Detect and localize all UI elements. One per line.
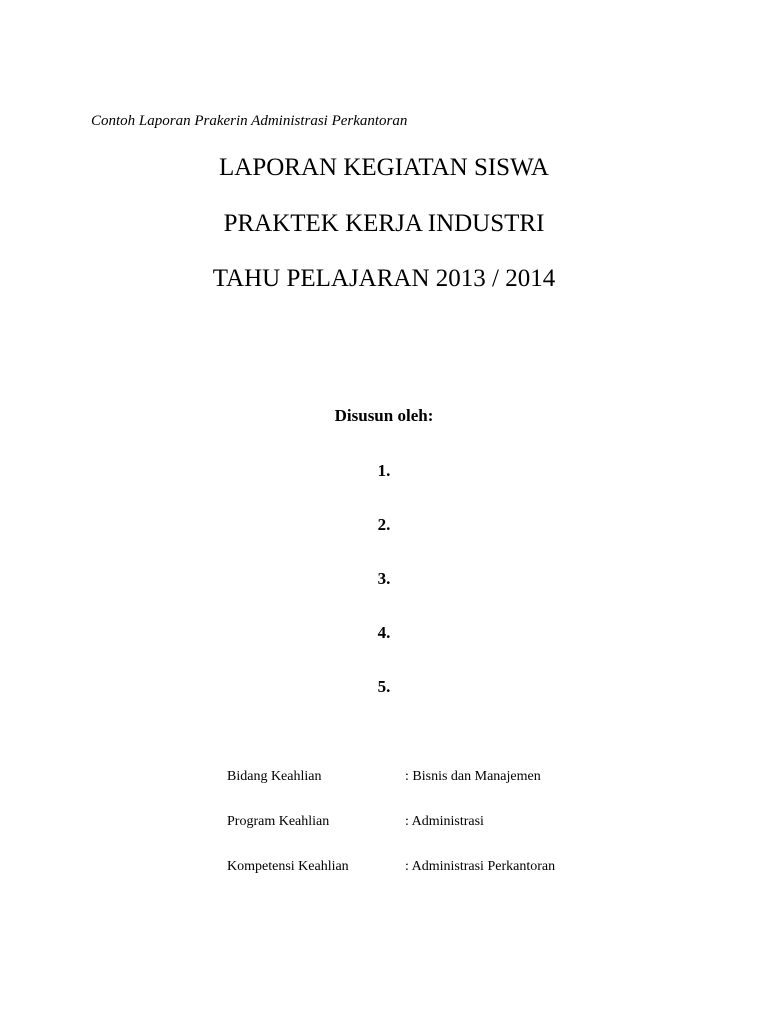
info-label: Kompetensi Keahlian <box>227 859 349 874</box>
author-heading: Disusun oleh: <box>334 406 434 425</box>
document-subtitle: Contoh Laporan Prakerin Administrasi Perkantoran <box>91 113 408 129</box>
info-value: : Bisnis dan Manajemen <box>405 769 541 784</box>
author-number-2: 2. <box>377 515 391 534</box>
info-label: Bidang Keahlian <box>227 769 322 784</box>
author-number-4: 4. <box>377 623 391 642</box>
author-number-1: 1. <box>377 461 391 480</box>
title-line-2: PRAKTEK KERJA INDUSTRI <box>223 210 545 237</box>
title-line-3: TAHU PELAJARAN 2013 / 2014 <box>212 265 556 292</box>
author-number-3: 3. <box>377 569 391 588</box>
info-value: : Administrasi Perkantoran <box>405 859 556 874</box>
title-line-1: LAPORAN KEGIATAN SISWA <box>219 154 549 181</box>
info-value: : Administrasi <box>405 814 484 829</box>
info-label: Program Keahlian <box>227 814 330 829</box>
author-number-5: 5. <box>377 677 391 696</box>
